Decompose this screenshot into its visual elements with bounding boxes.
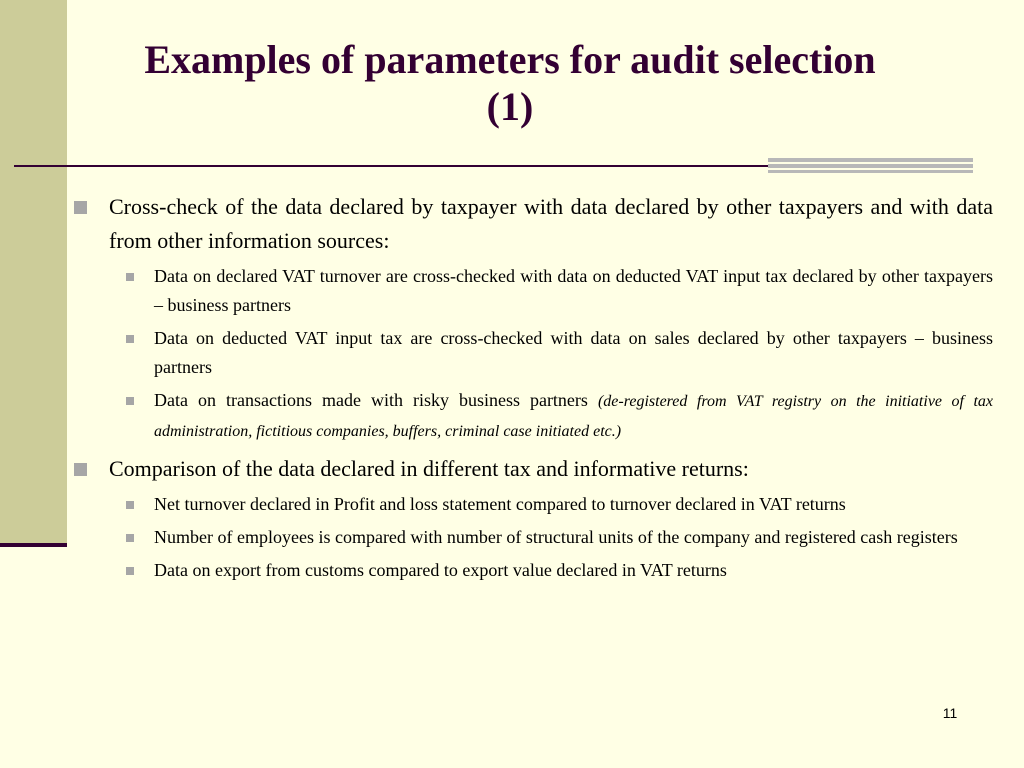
left-decorative-bar bbox=[0, 0, 67, 545]
left-bar-underline bbox=[0, 543, 67, 547]
title-divider bbox=[14, 165, 768, 167]
square-bullet-icon bbox=[74, 463, 87, 476]
bullet-text: Cross-check of the data declared by taxpayer with data declared by other taxpayers and with data from other information sources: bbox=[109, 194, 993, 253]
slide-content bbox=[72, 190, 993, 591]
sub-bullet-vat-turnover bbox=[154, 262, 993, 320]
square-bullet-icon bbox=[126, 534, 134, 542]
bullet-text: Comparison of the data declared in different tax and informative returns: bbox=[109, 456, 749, 481]
square-bullet-icon bbox=[126, 273, 134, 281]
sub-bullet-text: Data on deducted VAT input tax are cross-checked with data on sales declared by other taxpayers – business partners bbox=[154, 328, 993, 377]
bullet-group-comparison bbox=[72, 452, 993, 585]
sub-bullet-export bbox=[154, 556, 993, 585]
bullet-group-cross-check bbox=[72, 190, 993, 446]
page-number: 11 bbox=[942, 705, 958, 721]
square-bullet-icon bbox=[126, 501, 134, 509]
sub-bullet-vat-input-tax bbox=[154, 324, 993, 382]
sub-bullet-text: Data on transactions made with risky business partners bbox=[154, 390, 588, 410]
title-divider-accent bbox=[768, 158, 973, 173]
sub-bullet-text: Data on declared VAT turnover are cross-checked with data on deducted VAT input tax declared by other taxpayers – business partners bbox=[154, 266, 993, 315]
square-bullet-icon bbox=[126, 397, 134, 405]
sub-bullet-risky-partners bbox=[154, 386, 993, 446]
sub-bullet-employees bbox=[154, 523, 993, 552]
square-bullet-icon bbox=[126, 567, 134, 575]
square-bullet-icon bbox=[74, 201, 87, 214]
sub-bullet-note: (de-registered from VAT registry on the initiative of tax administration, fictitious companies, buffers, criminal case initiated etc.) bbox=[154, 393, 994, 440]
sub-bullet-text: Data on export from customs compared to export value declared in VAT returns bbox=[154, 560, 727, 580]
square-bullet-icon bbox=[126, 335, 134, 343]
slide-title: Examples of parameters for audit selection (1) bbox=[144, 37, 876, 129]
bullet-cross-check bbox=[72, 190, 993, 258]
bullet-comparison bbox=[72, 452, 993, 486]
sub-bullet-text: Net turnover declared in Profit and loss statement compared to turnover declared in VAT returns bbox=[154, 494, 846, 514]
sub-bullet-net-turnover bbox=[154, 490, 993, 519]
sub-bullet-text: Number of employees is compared with number of structural units of the company and registered cash registers bbox=[154, 527, 958, 547]
